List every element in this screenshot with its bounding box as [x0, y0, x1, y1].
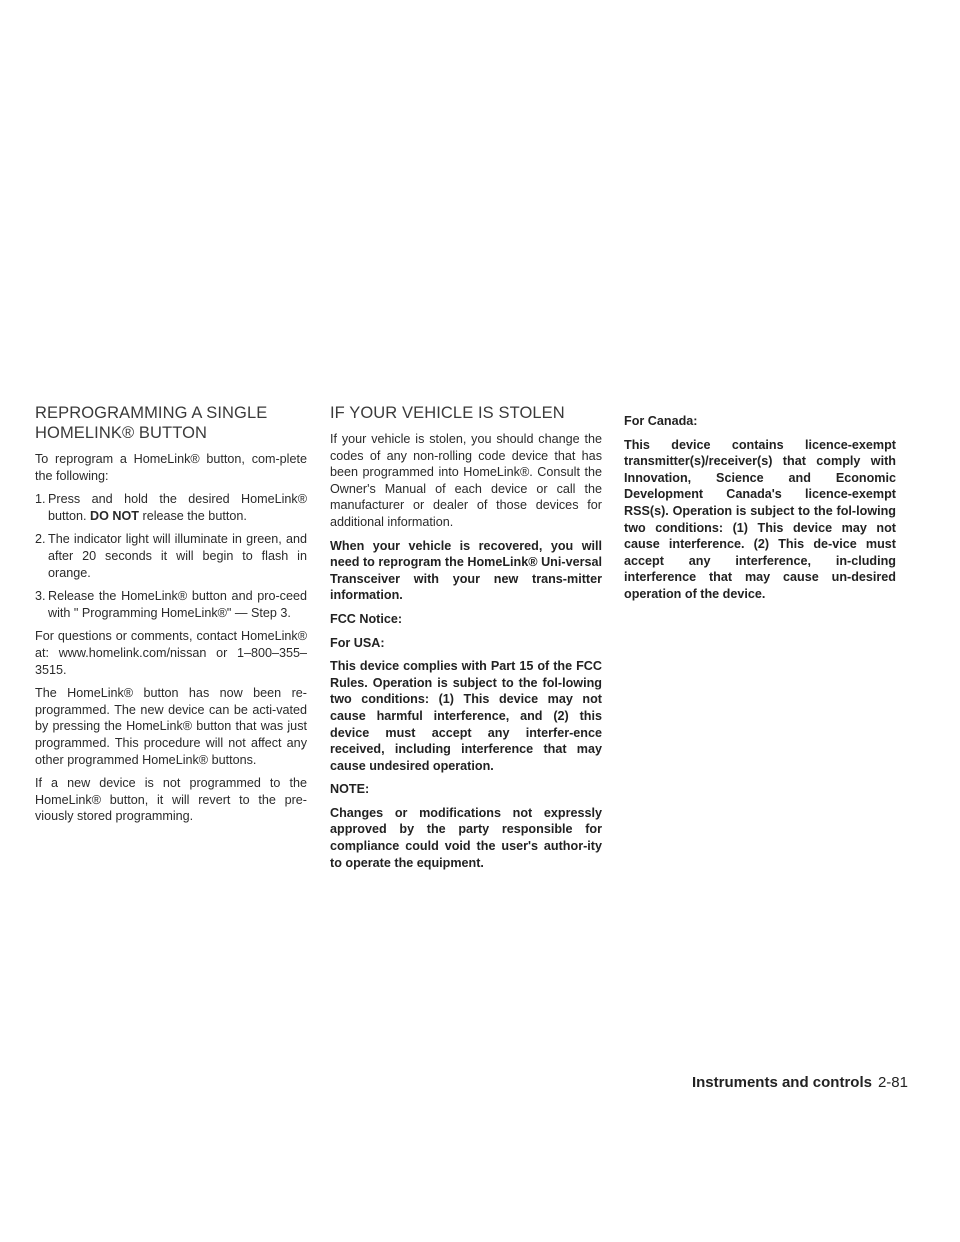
intro-paragraph: To reprogram a HomeLink® button, com-plete the following:: [35, 452, 307, 483]
for-usa-label: For USA:: [330, 635, 385, 650]
revert-paragraph: If a new device is not programmed to the HomeLink® button, it will revert to the pre-viously stored programming.: [35, 776, 307, 824]
recovered-paragraph: When your vehicle is recovered, you will need to reprogram the HomeLink® Uni-versal Transceiver with your new trans-mitter information.: [330, 538, 602, 603]
questions-paragraph: For questions or comments, contact HomeLink® at: www.homelink.com/nissan or 1–800–355–3515.: [35, 629, 307, 677]
heading-line-2: HOMELINK® BUTTON: [35, 424, 208, 442]
column-canada: [624, 413, 896, 610]
step-number: 2.: [35, 532, 46, 547]
fcc-notice-label: FCC Notice:: [330, 611, 403, 626]
page-footer: [692, 1073, 908, 1093]
reprogrammed-paragraph: The HomeLink® button has now been re-programmed. The new device can be acti-vated by pressing the HomeLink® button that was just programmed. This procedure will not affect any other programmed HomeLink® buttons.: [35, 686, 307, 767]
do-not-emphasis: DO NOT: [90, 508, 139, 523]
step-number: 3.: [35, 589, 46, 604]
section-heading-stolen: IF YOUR VEHICLE IS STOLEN: [330, 404, 565, 422]
step-text: Press and hold the desired HomeLink® button. DO NOT release the button.: [48, 492, 307, 523]
column-reprogramming: [35, 403, 307, 832]
note-label: NOTE:: [330, 782, 370, 797]
column-stolen: [330, 403, 602, 878]
canada-compliance-paragraph: This device contains licence-exempt transmitter(s)/receiver(s) that comply with Innovation, Science and Economic Development Canada's licence-exempt RSS(s). Operation is subject to the fol-lowing two conditions: (1) This device may not cause interference. (2) This de-vice must accept any interference, in-cluding interference that may cause un-desired operation of the device.: [624, 437, 896, 601]
note-paragraph: Changes or modifications not expressly approved by the party responsible for compliance could void the user's author-ity to operate the equipment.: [330, 805, 602, 870]
section-heading-reprogramming: [35, 403, 307, 443]
step-text: The indicator light will illuminate in green, and after 20 seconds it will begin to flash in orange.: [48, 532, 307, 580]
for-canada-label: For Canada:: [624, 414, 698, 428]
step-item: [35, 491, 307, 524]
step-text: Release the HomeLink® button and pro-ceed with " Programming HomeLink®" — Step 3.: [48, 589, 307, 620]
heading-line-1: REPROGRAMMING A SINGLE: [35, 404, 268, 422]
usa-compliance-paragraph: This device complies with Part 15 of the FCC Rules. Operation is subject to the fol-lowing two conditions: (1) This device may not cause harmful interference, and (2) this device must accept any interfer-ence received, including interference that may cause undesired operation.: [330, 659, 602, 773]
step-number: 1.: [35, 492, 46, 507]
footer-section-title: Instruments and controls: [691, 1074, 872, 1091]
page-number: 2-81: [877, 1074, 908, 1091]
stolen-paragraph: If your vehicle is stolen, you should change the codes of any non-rolling code device that has been programmed into HomeLink®. Consult the Owner's Manual of each device or call the manufacturer or dealer of those devices for additional information.: [330, 432, 602, 529]
step-item: [35, 531, 307, 581]
step-item: [35, 588, 307, 621]
